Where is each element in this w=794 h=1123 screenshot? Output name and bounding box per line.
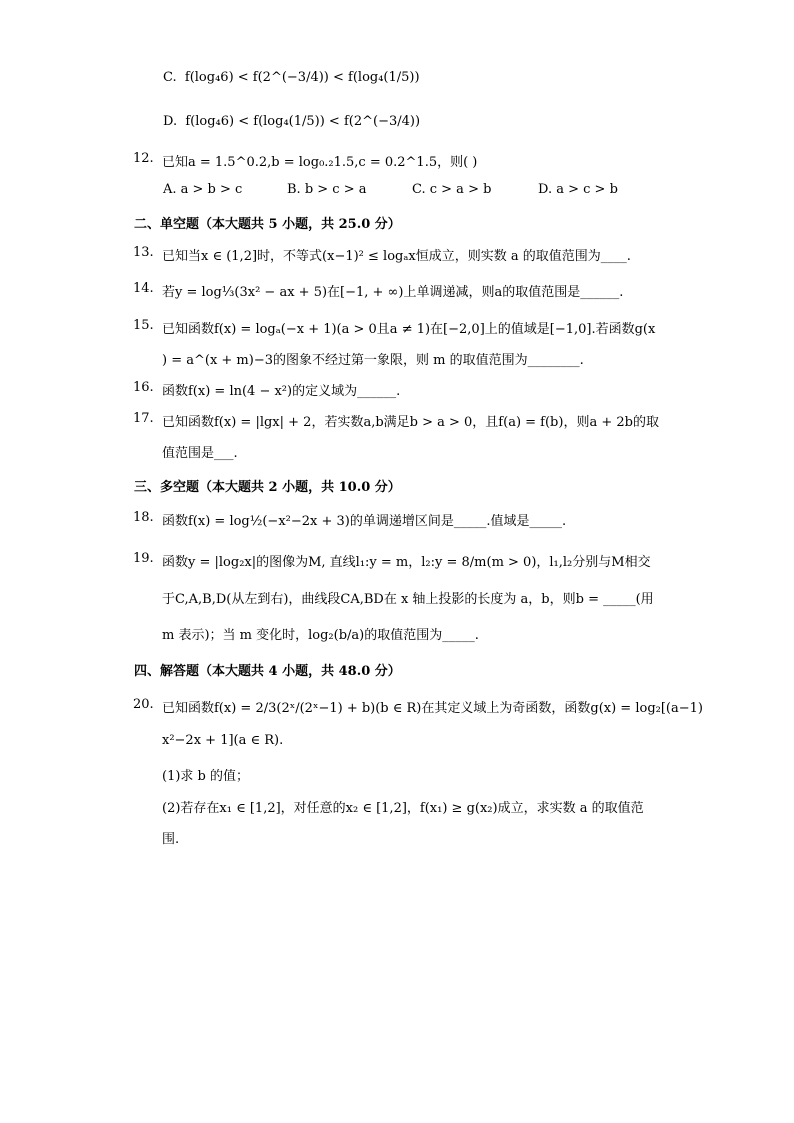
question-18-text: 函数f(x) = log½(−x²−2x + 3)的单调递增区间是_____.值域是_____. [162, 514, 567, 529]
math-expression: f(log₄6) < f(2^(−3/4)) < f(log₄(1/5)) [184, 70, 420, 85]
question-14-text: 若y = log⅓(3x² − ax + 5)在[−1, + ∞)上单调递减，则a的取值范围是______. [162, 285, 624, 300]
section-heading: 四、解答题（本大题共 4 小题，共 48.0 分） [134, 664, 401, 679]
option-label: C. [163, 70, 177, 85]
question-20-part2-line2: 围. [162, 832, 180, 847]
question-19-text-line3: m 表示)；当 m 变化时，log₂(b/a)的取值范围为_____. [162, 628, 479, 643]
question-number: 19. [133, 551, 154, 566]
question-20-text-line1: 已知函数f(x) = 2/3(2ˣ/(2ˣ−1) + b)(b ∈ R)在其定义域上为奇函数，函数g(x) = log₂[(a−1) [162, 701, 703, 716]
question-number: 15. [133, 318, 154, 333]
question-number: 18. [133, 510, 154, 525]
question-17-text-line1: 已知函数f(x) = |lgx| + 2，若实数a,b满足b > a > 0，且f(a) = f(b)，则a + 2b的取 [162, 415, 659, 430]
question-number: 12. [133, 151, 154, 166]
question-20-part1: (1)求 b 的值； [162, 769, 250, 784]
question-19-text-line2: 于C,A,B,D(从左到右)，曲线段CA,BD在 x 轴上投影的长度为 a，b，则b = _____(用 [162, 592, 654, 607]
question-15-text-line1: 已知函数f(x) = logₐ(−x + 1)(a > 0且a ≠ 1)在[−2,0]上的值域是[−1,0].若函数g(x [162, 322, 656, 337]
question-number: 14. [133, 281, 154, 296]
question-15-text-line2: ) = a^(x + m)−3的图象不经过第一象限，则 m 的取值范围为________. [162, 353, 584, 368]
question-17-text-line2: 值范围是___. [162, 446, 238, 461]
question-16-text: 函数f(x) = ln(4 − x²)的定义域为______. [162, 384, 401, 399]
question-number: 16. [133, 380, 154, 395]
question-12-text: 已知a = 1.5^0.2,b = log₀.₂1.5,c = 0.2^1.5，则( ) [162, 155, 478, 170]
option-12b: B. b > c > a [287, 182, 367, 197]
question-number: 17. [133, 411, 154, 426]
option-12d: D. a > c > b [538, 182, 618, 197]
option-11c [163, 70, 420, 85]
section-heading: 二、单空题（本大题共 5 小题，共 25.0 分） [134, 217, 401, 232]
option-12a: A. a > b > c [163, 182, 243, 197]
question-13-text: 已知当x ∈ (1,2]时，不等式(x−1)² ≤ logₐx恒成立，则实数 a 的取值范围为____. [162, 249, 631, 264]
question-19-text-line1: 函数y = |log₂x|的图像为M, 直线l₁:y = m，l₂:y = 8/m(m > 0)，l₁,l₂分别与M相交 [162, 555, 651, 570]
question-20-part2-line1: (2)若存在x₁ ∈ [1,2]，对任意的x₂ ∈ [1,2]，f(x₁) ≥ g(x₂)成立，求实数 a 的取值范 [162, 801, 644, 816]
math-expression: f(log₄6) < f(log₄(1/5)) < f(2^(−3/4)) [185, 114, 421, 129]
option-label: D. [163, 114, 178, 129]
section-heading: 三、多空题（本大题共 2 小题，共 10.0 分） [134, 480, 401, 495]
option-12c: C. c > a > b [412, 182, 492, 197]
option-11d [163, 114, 420, 129]
question-number: 13. [133, 245, 154, 260]
question-20-text-line2: x²−2x + 1](a ∈ R). [162, 733, 284, 748]
question-number: 20. [133, 697, 154, 712]
